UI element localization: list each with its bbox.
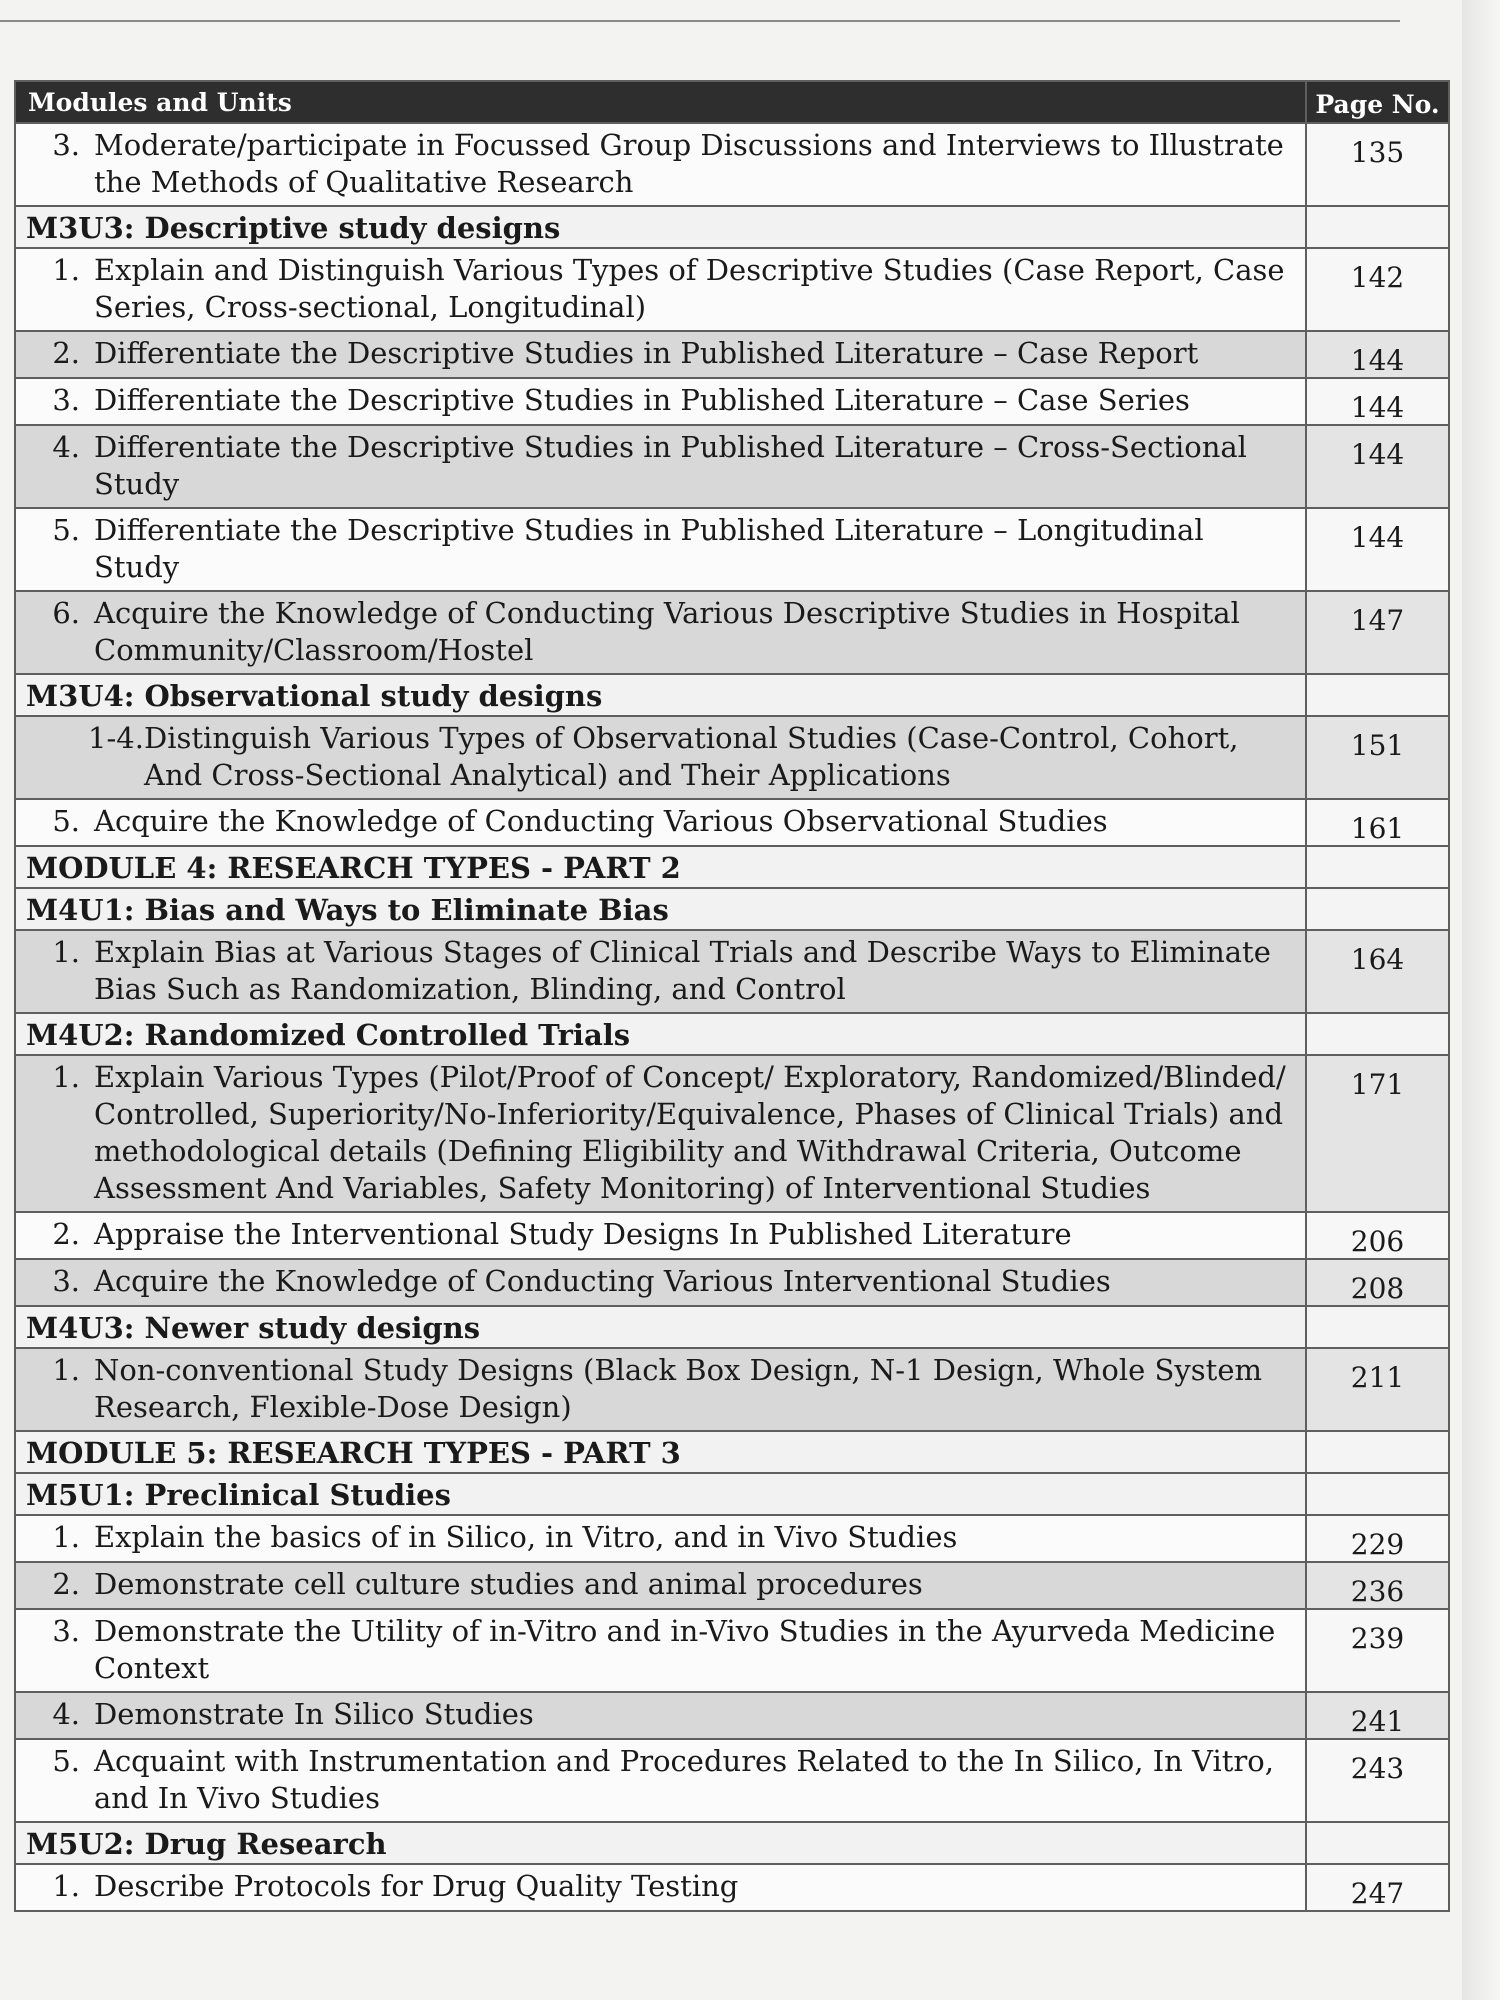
section-page-cell xyxy=(1306,1473,1449,1515)
page-number: 161 xyxy=(1306,799,1449,846)
entry-cell xyxy=(15,331,1306,378)
section-page-cell xyxy=(1306,1431,1449,1473)
entry-title: Demonstrate the Utility of in-Vitro and in-Vivo Studies in the Ayurveda Medicine Context xyxy=(94,1614,1276,1685)
table-row xyxy=(15,248,1449,331)
section-heading: M4U2: Randomized Controlled Trials xyxy=(15,1013,1306,1055)
page-number: 144 xyxy=(1306,378,1449,425)
page-number: 144 xyxy=(1306,425,1449,508)
section-heading-row xyxy=(15,1013,1449,1055)
table-row xyxy=(15,591,1449,674)
section-page-cell xyxy=(1306,1822,1449,1864)
header-modules-and-units: Modules and Units xyxy=(15,81,1306,123)
entry-cell xyxy=(15,716,1306,799)
page-top-rule xyxy=(0,20,1400,22)
entry-cell xyxy=(15,378,1306,425)
header-page-no: Page No. xyxy=(1306,81,1449,123)
entry-title: Demonstrate cell culture studies and animal procedures xyxy=(94,1567,923,1601)
section-page-cell xyxy=(1306,846,1449,888)
entry-title: Acquire the Knowledge of Conducting Various Observational Studies xyxy=(94,804,1108,838)
entry-title: Explain the basics of in Silico, in Vitro, and in Vivo Studies xyxy=(94,1520,958,1554)
entry-number: 4. xyxy=(52,430,80,464)
section-heading: M3U3: Descriptive study designs xyxy=(15,206,1306,248)
section-heading: MODULE 4: RESEARCH TYPES - PART 2 xyxy=(15,846,1306,888)
table-row xyxy=(15,1055,1449,1212)
table-row xyxy=(15,1348,1449,1431)
page-number: 206 xyxy=(1306,1212,1449,1259)
entry-number: 6. xyxy=(52,596,80,630)
page-number: 147 xyxy=(1306,591,1449,674)
section-heading-row xyxy=(15,1431,1449,1473)
contents-table-body xyxy=(15,123,1449,1911)
section-page-cell xyxy=(1306,1306,1449,1348)
entry-cell xyxy=(15,1515,1306,1562)
section-page-cell xyxy=(1306,674,1449,716)
entry-title: Moderate/participate in Focussed Group Discussions and Interviews to Illustrate the Methods of Qualitative Research xyxy=(94,128,1284,199)
entry-number: 1-4. xyxy=(88,721,144,755)
entry-title: Acquire the Knowledge of Conducting Various Interventional Studies xyxy=(94,1264,1111,1298)
page-number: 144 xyxy=(1306,508,1449,591)
table-row xyxy=(15,1259,1449,1306)
section-heading-row xyxy=(15,1473,1449,1515)
entry-title: Explain Various Types (Pilot/Proof of Concept/ Exploratory, Randomized/Blinded/ Controlled, Superiority/No-Inferiority/Equivalence, Phases of Clinical Trials) and methodological details (Defining Eligibility and Withdrawal Criteria, Outcome Assessment And Variables, Safety Monitoring) of Interventional Studies xyxy=(94,1060,1286,1205)
table-row xyxy=(15,331,1449,378)
page-number: 247 xyxy=(1306,1864,1449,1911)
section-heading-row xyxy=(15,888,1449,930)
page-number: 171 xyxy=(1306,1055,1449,1212)
entry-number: 1. xyxy=(52,253,80,287)
section-heading-row xyxy=(15,674,1449,716)
entry-cell xyxy=(15,425,1306,508)
entry-title: Differentiate the Descriptive Studies in Published Literature – Longitudinal Study xyxy=(94,513,1204,584)
table-row xyxy=(15,716,1449,799)
entry-title: Appraise the Interventional Study Designs In Published Literature xyxy=(94,1217,1072,1251)
entry-cell xyxy=(15,1609,1306,1692)
entry-number: 1. xyxy=(52,1869,80,1903)
section-heading-row xyxy=(15,206,1449,248)
entry-title: Distinguish Various Types of Observational Studies (Case-Control, Cohort, And Cross-Sectional Analytical) and Their Applications xyxy=(144,721,1239,792)
entry-number: 1. xyxy=(52,1353,80,1387)
section-heading: M4U3: Newer study designs xyxy=(15,1306,1306,1348)
page-number: 142 xyxy=(1306,248,1449,331)
page-number: 243 xyxy=(1306,1739,1449,1822)
entry-number: 2. xyxy=(52,1567,80,1601)
table-row xyxy=(15,1609,1449,1692)
section-heading: M3U4: Observational study designs xyxy=(15,674,1306,716)
entry-number: 4. xyxy=(52,1697,80,1731)
table-row xyxy=(15,1739,1449,1822)
entry-title: Differentiate the Descriptive Studies in Published Literature – Case Series xyxy=(94,383,1190,417)
table-header-row xyxy=(15,81,1449,123)
entry-cell xyxy=(15,248,1306,331)
table-row xyxy=(15,1864,1449,1911)
entry-number: 5. xyxy=(52,1744,80,1778)
entry-cell xyxy=(15,1259,1306,1306)
entry-number: 3. xyxy=(52,1614,80,1648)
entry-cell xyxy=(15,123,1306,206)
entry-cell xyxy=(15,591,1306,674)
entry-cell xyxy=(15,930,1306,1013)
section-page-cell xyxy=(1306,888,1449,930)
entry-cell xyxy=(15,1692,1306,1739)
entry-title: Acquaint with Instrumentation and Procedures Related to the In Silico, In Vitro, and In Vivo Studies xyxy=(94,1744,1274,1815)
contents-table xyxy=(14,80,1450,1912)
table-row xyxy=(15,425,1449,508)
table-row xyxy=(15,1212,1449,1259)
entry-cell xyxy=(15,1348,1306,1431)
entry-cell xyxy=(15,1055,1306,1212)
page-number: 135 xyxy=(1306,123,1449,206)
entry-number: 3. xyxy=(52,1264,80,1298)
page-number: 211 xyxy=(1306,1348,1449,1431)
entry-cell xyxy=(15,1212,1306,1259)
entry-title: Explain and Distinguish Various Types of Descriptive Studies (Case Report, Case Series, Cross-sectional, Longitudinal) xyxy=(94,253,1285,324)
page-edge xyxy=(1462,0,1500,2000)
entry-title: Differentiate the Descriptive Studies in Published Literature – Cross-Sectional Study xyxy=(94,430,1247,501)
section-heading: MODULE 5: RESEARCH TYPES - PART 3 xyxy=(15,1431,1306,1473)
entry-number: 5. xyxy=(52,804,80,838)
page-number: 229 xyxy=(1306,1515,1449,1562)
section-page-cell xyxy=(1306,1013,1449,1055)
table-row xyxy=(15,1562,1449,1609)
section-heading-row xyxy=(15,1306,1449,1348)
entry-number: 5. xyxy=(52,513,80,547)
page-number: 241 xyxy=(1306,1692,1449,1739)
entry-cell xyxy=(15,1864,1306,1911)
table-row xyxy=(15,123,1449,206)
table-row xyxy=(15,1692,1449,1739)
page-number: 144 xyxy=(1306,331,1449,378)
entry-cell xyxy=(15,1739,1306,1822)
entry-number: 3. xyxy=(52,128,80,162)
entry-cell xyxy=(15,508,1306,591)
entry-title: Describe Protocols for Drug Quality Testing xyxy=(94,1869,739,1903)
table-row xyxy=(15,1515,1449,1562)
entry-number: 1. xyxy=(52,935,80,969)
page-number: 208 xyxy=(1306,1259,1449,1306)
section-heading-row xyxy=(15,1822,1449,1864)
section-heading-row xyxy=(15,846,1449,888)
entry-cell xyxy=(15,1562,1306,1609)
entry-number: 3. xyxy=(52,383,80,417)
table-row xyxy=(15,508,1449,591)
entry-cell xyxy=(15,799,1306,846)
entry-title: Non-conventional Study Designs (Black Box Design, N-1 Design, Whole System Research, Flexible-Dose Design) xyxy=(94,1353,1262,1424)
section-heading: M5U1: Preclinical Studies xyxy=(15,1473,1306,1515)
entry-title: Differentiate the Descriptive Studies in Published Literature – Case Report xyxy=(94,336,1199,370)
entry-title: Explain Bias at Various Stages of Clinical Trials and Describe Ways to Eliminate Bias Such as Randomization, Blinding, and Control xyxy=(94,935,1271,1006)
table-row xyxy=(15,930,1449,1013)
section-heading: M5U2: Drug Research xyxy=(15,1822,1306,1864)
table-row xyxy=(15,378,1449,425)
page-number: 236 xyxy=(1306,1562,1449,1609)
section-page-cell xyxy=(1306,206,1449,248)
entry-number: 2. xyxy=(52,336,80,370)
entry-title: Demonstrate In Silico Studies xyxy=(94,1697,534,1731)
entry-number: 1. xyxy=(52,1060,80,1094)
entry-number: 2. xyxy=(52,1217,80,1251)
section-heading: M4U1: Bias and Ways to Eliminate Bias xyxy=(15,888,1306,930)
table-row xyxy=(15,799,1449,846)
page-number: 151 xyxy=(1306,716,1449,799)
entry-title: Acquire the Knowledge of Conducting Various Descriptive Studies in Hospital Community/Classroom/Hostel xyxy=(94,596,1240,667)
page-number: 239 xyxy=(1306,1609,1449,1692)
entry-number: 1. xyxy=(52,1520,80,1554)
page-number: 164 xyxy=(1306,930,1449,1013)
